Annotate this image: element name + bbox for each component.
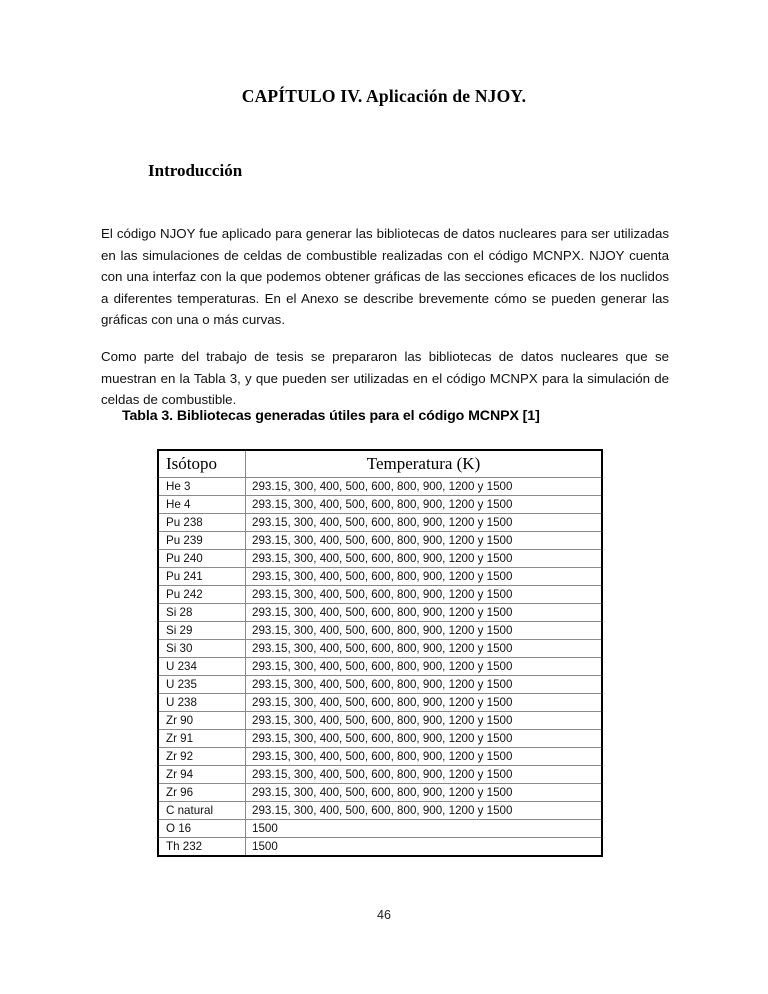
- table-row: [158, 820, 602, 838]
- cell-temperature: 293.15, 300, 400, 500, 600, 800, 900, 1200 y 1500: [246, 514, 603, 532]
- cell-isotope: U 238: [158, 694, 246, 712]
- libraries-table: [157, 449, 603, 857]
- cell-temperature: 293.15, 300, 400, 500, 600, 800, 900, 1200 y 1500: [246, 532, 603, 550]
- cell-isotope: Zr 94: [158, 766, 246, 784]
- table-row: [158, 802, 602, 820]
- table-row: [158, 730, 602, 748]
- cell-temperature: 1500: [246, 820, 603, 838]
- cell-temperature: 293.15, 300, 400, 500, 600, 800, 900, 1200 y 1500: [246, 568, 603, 586]
- cell-isotope: Zr 96: [158, 784, 246, 802]
- table-row: [158, 766, 602, 784]
- table-caption: Tabla 3. Bibliotecas generadas útiles para el código MCNPX [1]: [122, 408, 540, 424]
- table-body: [158, 478, 602, 857]
- cell-isotope: Si 29: [158, 622, 246, 640]
- cell-isotope: U 234: [158, 658, 246, 676]
- table-row: [158, 586, 602, 604]
- table-row: [158, 712, 602, 730]
- cell-isotope: Si 30: [158, 640, 246, 658]
- cell-isotope: Si 28: [158, 604, 246, 622]
- table-row: [158, 550, 602, 568]
- table-row: [158, 838, 602, 857]
- cell-isotope: He 4: [158, 496, 246, 514]
- cell-isotope: Zr 92: [158, 748, 246, 766]
- cell-temperature: 293.15, 300, 400, 500, 600, 800, 900, 1200 y 1500: [246, 712, 603, 730]
- table-row: [158, 478, 602, 496]
- table-row: [158, 568, 602, 586]
- table-row: [158, 784, 602, 802]
- column-header-isotope: Isótopo: [158, 450, 246, 478]
- section-heading-introduccion: Introducción: [148, 161, 243, 180]
- cell-isotope: Pu 240: [158, 550, 246, 568]
- cell-temperature: 293.15, 300, 400, 500, 600, 800, 900, 1200 y 1500: [246, 784, 603, 802]
- table-row: [158, 640, 602, 658]
- cell-temperature: 1500: [246, 838, 603, 857]
- cell-temperature: 293.15, 300, 400, 500, 600, 800, 900, 1200 y 1500: [246, 658, 603, 676]
- cell-temperature: 293.15, 300, 400, 500, 600, 800, 900, 1200 y 1500: [246, 478, 603, 496]
- cell-temperature: 293.15, 300, 400, 500, 600, 800, 900, 1200 y 1500: [246, 640, 603, 658]
- cell-temperature: 293.15, 300, 400, 500, 600, 800, 900, 1200 y 1500: [246, 730, 603, 748]
- body-paragraph-1: El código NJOY fue aplicado para generar las bibliotecas de datos nucleares para ser utilizadas en las simulaciones de celdas de combustible realizadas con el código MCNPX. NJOY cuenta con una interfaz con la que podemos obtener gráficas de las secciones eficaces de los nuclidos a diferentes temperaturas. En el Anexo se describe brevemente cómo se pueden generar las gráficas con una o más curvas.: [101, 226, 669, 328]
- table-row: [158, 496, 602, 514]
- table-row: [158, 748, 602, 766]
- cell-isotope: Zr 91: [158, 730, 246, 748]
- cell-temperature: 293.15, 300, 400, 500, 600, 800, 900, 1200 y 1500: [246, 676, 603, 694]
- column-header-temperature: Temperatura (K): [246, 450, 603, 478]
- cell-isotope: C natural: [158, 802, 246, 820]
- table-row: [158, 694, 602, 712]
- chapter-title: CAPÍTULO IV. Aplicación de NJOY.: [241, 86, 527, 106]
- cell-isotope: U 235: [158, 676, 246, 694]
- cell-temperature: 293.15, 300, 400, 500, 600, 800, 900, 1200 y 1500: [246, 550, 603, 568]
- table-row: [158, 658, 602, 676]
- cell-isotope: Th 232: [158, 838, 246, 857]
- cell-temperature: 293.15, 300, 400, 500, 600, 800, 900, 1200 y 1500: [246, 496, 603, 514]
- table-header-row: [158, 450, 602, 478]
- table-header: [158, 450, 602, 478]
- cell-temperature: 293.15, 300, 400, 500, 600, 800, 900, 1200 y 1500: [246, 622, 603, 640]
- cell-temperature: 293.15, 300, 400, 500, 600, 800, 900, 1200 y 1500: [246, 586, 603, 604]
- cell-temperature: 293.15, 300, 400, 500, 600, 800, 900, 1200 y 1500: [246, 604, 603, 622]
- cell-temperature: 293.15, 300, 400, 500, 600, 800, 900, 1200 y 1500: [246, 748, 603, 766]
- table-row: [158, 622, 602, 640]
- table-row: [158, 676, 602, 694]
- cell-temperature: 293.15, 300, 400, 500, 600, 800, 900, 1200 y 1500: [246, 802, 603, 820]
- cell-temperature: 293.15, 300, 400, 500, 600, 800, 900, 1200 y 1500: [246, 766, 603, 784]
- libraries-table-container: [157, 449, 603, 857]
- table-row: [158, 604, 602, 622]
- cell-isotope: Pu 238: [158, 514, 246, 532]
- cell-temperature: 293.15, 300, 400, 500, 600, 800, 900, 1200 y 1500: [246, 694, 603, 712]
- cell-isotope: Zr 90: [158, 712, 246, 730]
- cell-isotope: Pu 241: [158, 568, 246, 586]
- cell-isotope: Pu 239: [158, 532, 246, 550]
- table-row: [158, 532, 602, 550]
- cell-isotope: Pu 242: [158, 586, 246, 604]
- cell-isotope: O 16: [158, 820, 246, 838]
- cell-isotope: He 3: [158, 478, 246, 496]
- body-paragraph-2: Como parte del trabajo de tesis se prepararon las bibliotecas de datos nucleares que se muestran en la Tabla 3, y que pueden ser utilizadas en el código MCNPX para la simulación de celdas de combustible.: [101, 349, 669, 408]
- page-number: 46: [377, 908, 391, 922]
- table-row: [158, 514, 602, 532]
